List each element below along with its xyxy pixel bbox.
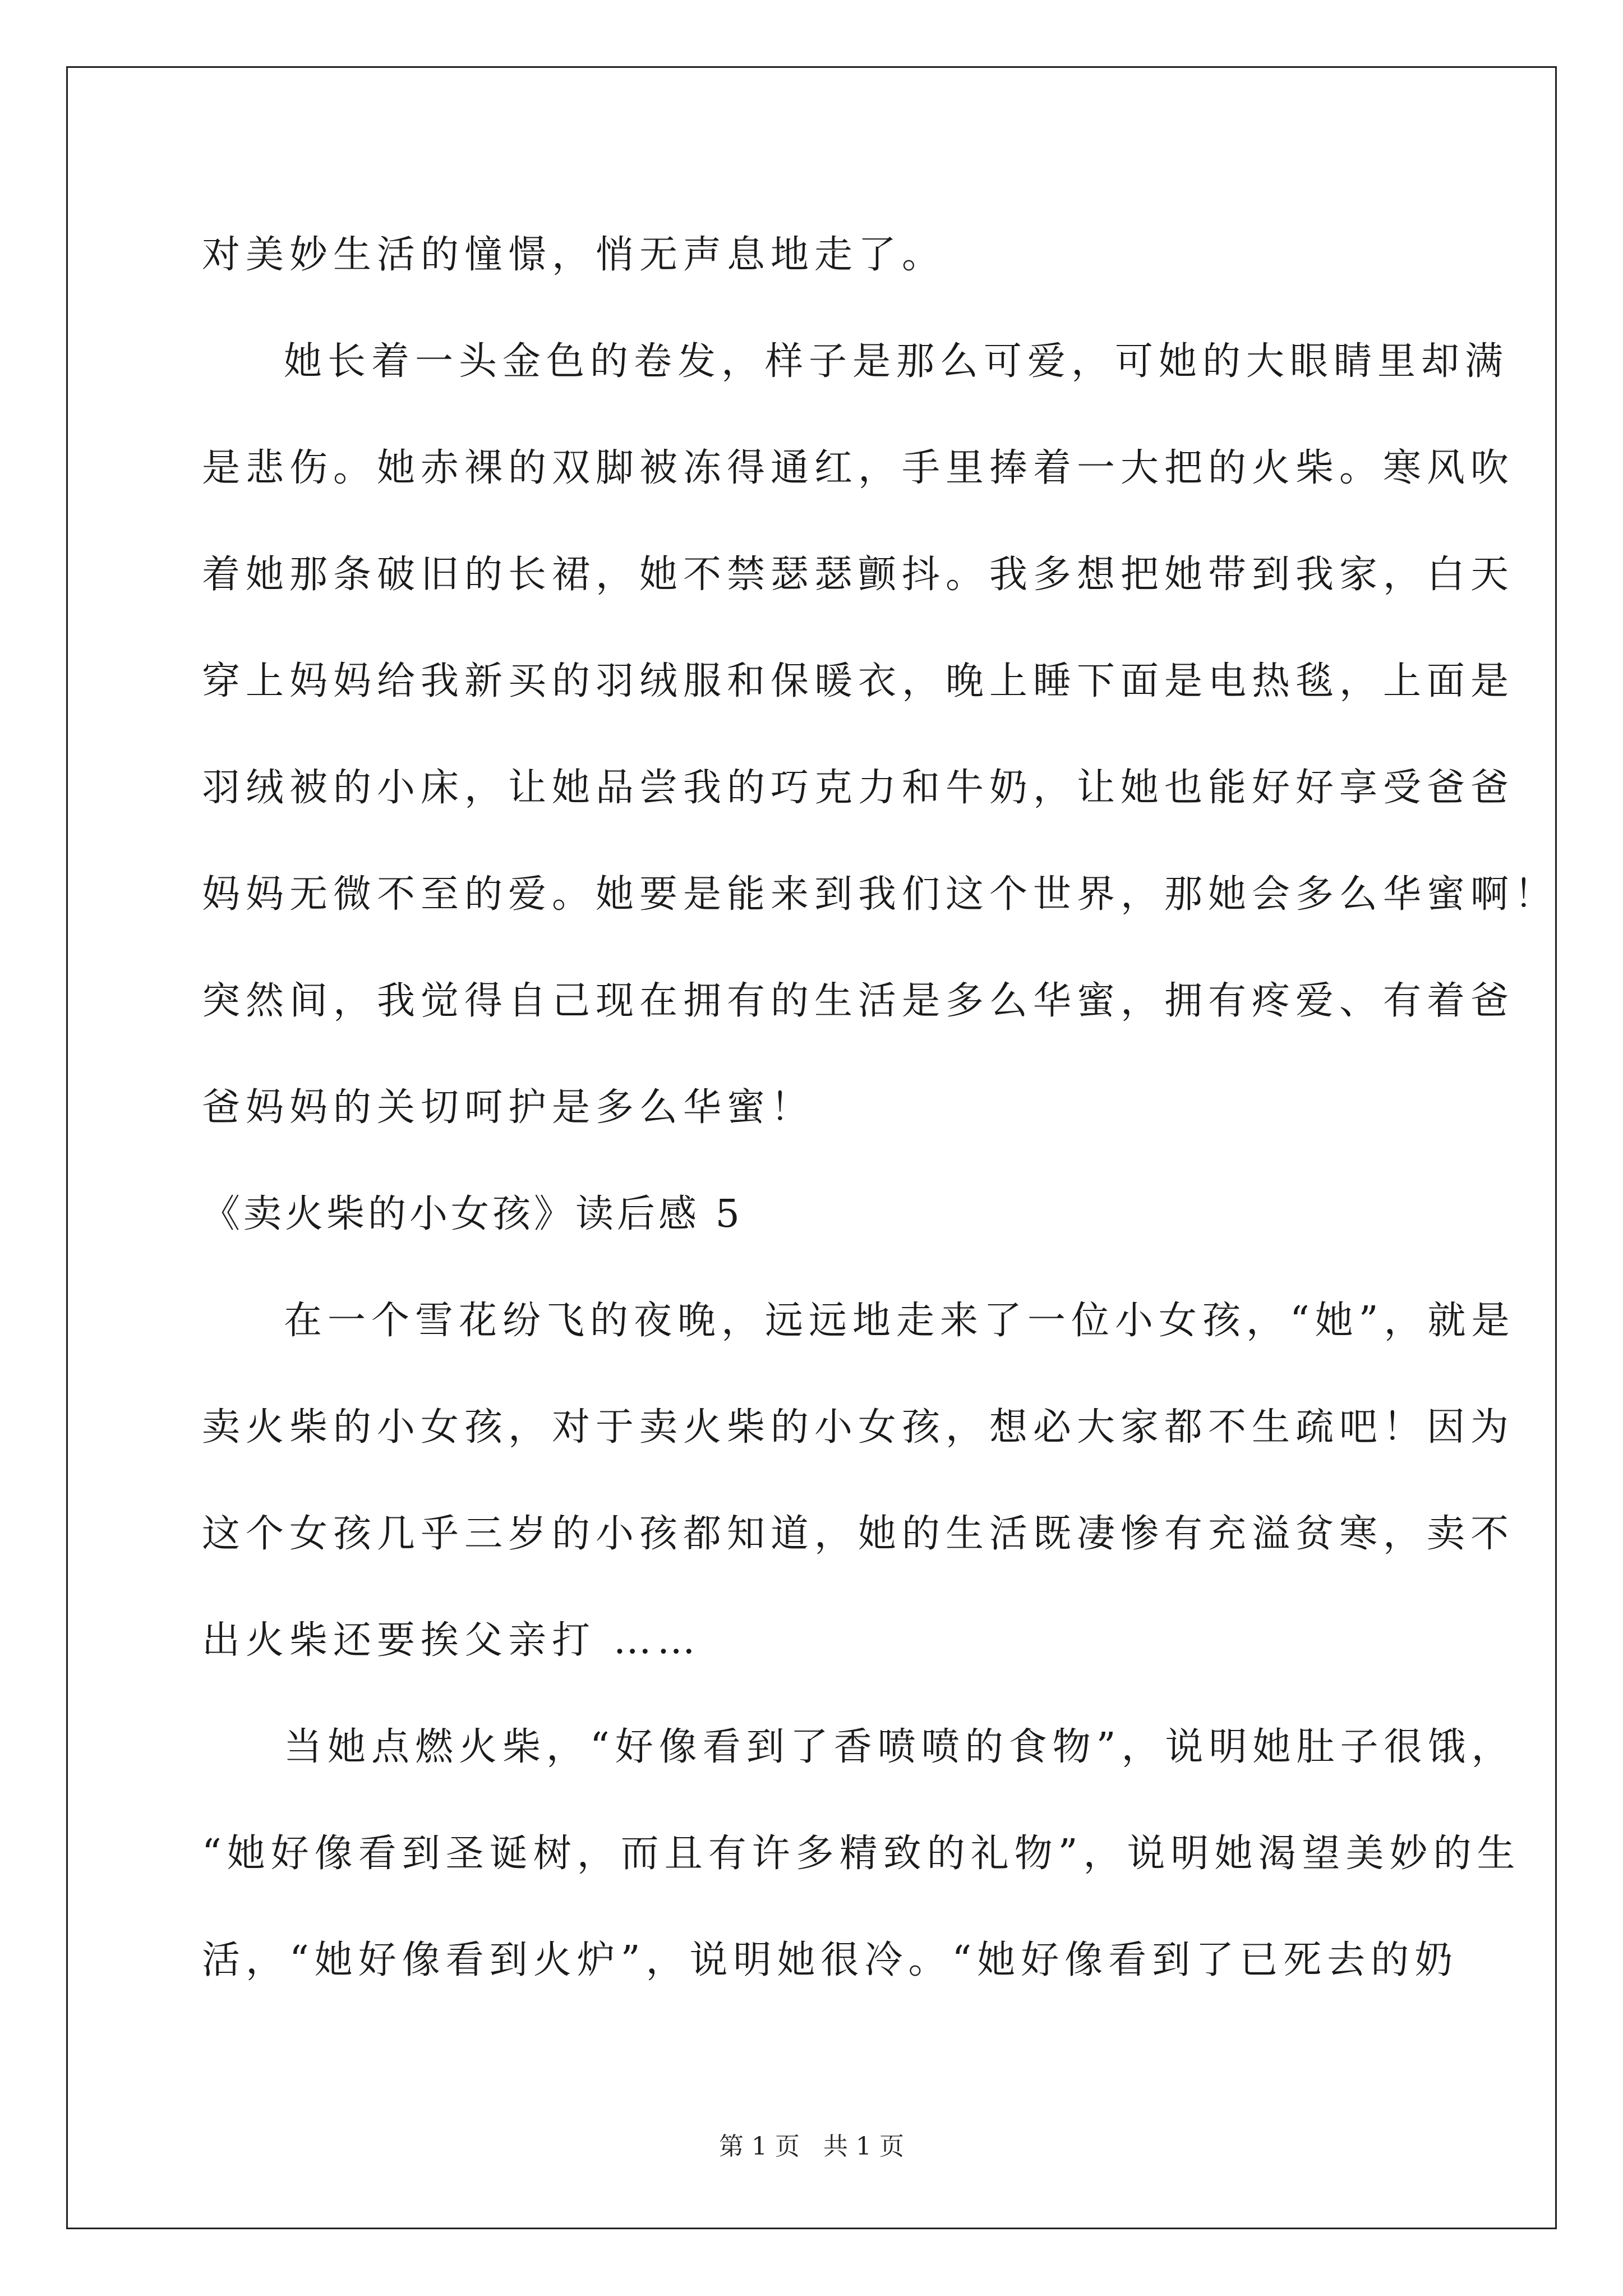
page-number: 第 1 页	[719, 2132, 800, 2161]
paragraph-line: 妈妈无微不至的爱。她要是能来到我们这个世界，那她会多么华蜜啊！	[202, 872, 1559, 917]
paragraph-line: 在一个雪花纷飞的夜晚，远远地走来了一位小女孩，“她”，就是	[284, 1299, 1515, 1343]
paragraph-line: 是悲伤。她赤裸的双脚被冻得通红，手里捧着一大把的火柴。寒风吹	[202, 446, 1515, 490]
page-footer	[0, 2126, 1623, 2162]
paragraph-line: 着她那条破旧的长裙，她不禁瑟瑟颤抖。我多想把她带到我家，白天	[202, 553, 1515, 597]
document-body	[202, 202, 1559, 2014]
paragraph-line: 当她点燃火柴，“好像看到了香喷喷的食物”，说明她肚子很饿，	[284, 1725, 1515, 1769]
paragraph-line: 卖火柴的小女孩，对于卖火柴的小女孩，想必大家都不生疏吧！因为	[202, 1405, 1515, 1450]
paragraph-line: 活，“她好像看到火炉”，说明她很冷。“她好像看到了已死去的奶	[202, 1938, 1459, 1982]
paragraph-line: 这个女孩几乎三岁的小孩都知道，她的生活既凄惨有充溢贫寒，卖不	[202, 1512, 1515, 1556]
paragraph-line: 她长着一头金色的卷发，样子是那么可爱，可她的大眼睛里却满	[284, 339, 1509, 384]
paragraph-line: 出火柴还要挨父亲打 ……	[202, 1618, 701, 1663]
paragraph-line: 突然间，我觉得自己现在拥有的生活是多么华蜜，拥有疼爱、有着爸	[202, 979, 1515, 1023]
section-heading: 《卖火柴的小女孩》读后感 5	[202, 1192, 743, 1236]
paragraph-line: “她好像看到圣诞树，而且有许多精致的礼物”，说明她渴望美妙的生	[202, 1832, 1521, 1876]
paragraph-line: 穿上妈妈给我新买的羽绒服和保暖衣，晚上睡下面是电热毯，上面是	[202, 659, 1515, 703]
page-total: 共 1 页	[823, 2132, 904, 2161]
paragraph-line: 爸妈妈的关切呵护是多么华蜜！	[202, 1085, 815, 1130]
paragraph-line: 羽绒被的小床，让她品尝我的巧克力和牛奶，让她也能好好享受爸爸	[202, 766, 1515, 810]
paragraph-line: 对美妙生活的憧憬，悄无声息地走了。	[202, 233, 946, 277]
